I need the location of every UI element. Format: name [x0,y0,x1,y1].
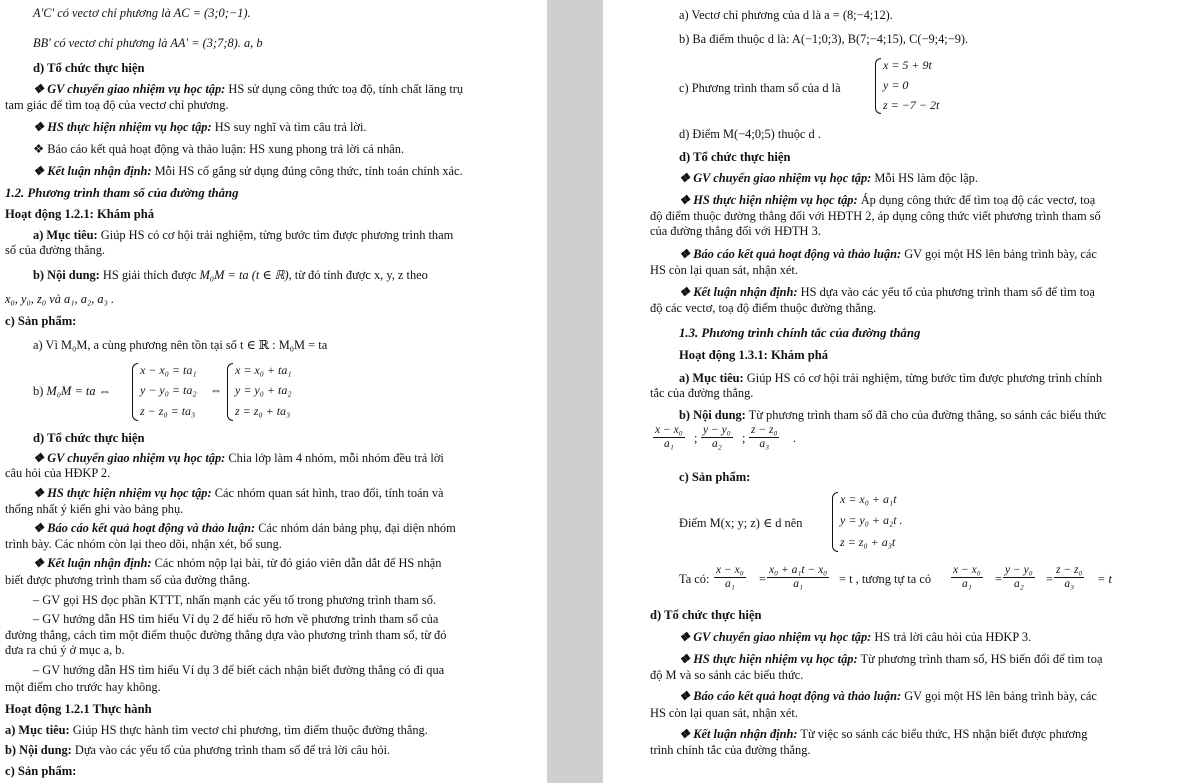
section-heading: d) Tổ chức thực hiện [650,608,762,622]
paragraph: ❖ HS thực hiện nhiệm vụ học tập: Từ phương trình tham số, HS biến đổi để tìm toạ [679,652,1103,666]
paragraph: ❖ Báo cáo kết quả hoạt động và thảo luận: Các nhóm dán bảng phụ, đại diện nhóm [33,521,456,535]
paragraph-cont: trình bày. Các nhóm còn lại theo dõi, nhận xét, bổ sung. [5,537,282,551]
paragraph: a) Mục tiêu: Giúp HS có cơ hội trải nghiệm, từng bước tìm được phương trình chính [679,371,1103,385]
fraction: $\frac{\text{x − x₀}}{\text{a₁}}$ [655,424,683,450]
document-page-right [603,0,1191,783]
paragraph: ❖ GV chuyển giao nhiệm vụ học tập: Mỗi HS làm độc lập. [679,171,978,185]
brace [832,492,838,552]
brace [227,363,233,421]
math-text: = t , tương tự ta có [839,572,932,586]
paragraph-cont: câu hỏi của HĐKP 2. [5,466,111,480]
equation: y = 0 [883,78,909,92]
section-heading: c) Sản phẩm: [5,764,77,778]
section-heading: c) Sản phẩm: [679,470,751,484]
separator: ; [694,431,698,445]
separator: . [793,431,797,445]
paragraph-cont: đường thẳng, cách tìm một điểm thuộc đường thẳng dựa vào phương trình tham số, từ đó [5,628,447,642]
section-title: 1.3. Phương trình chính tắc của đường thẳng [679,326,921,340]
equals: = [759,572,766,586]
paragraph: ❖ Kết luận nhận định: Từ việc so sánh các biểu thức, HS nhận biết được phương [679,727,1088,741]
paragraph: ❖ Báo cáo kết quả hoạt động và thảo luận: HS xung phong trả lời cá nhân. [33,142,405,156]
fraction: $\frac{\text{y − y₀}}{\text{a₂}}$ [1005,564,1033,590]
paragraph: a) Vectơ chỉ phương của d là a = (8;−4;12). [679,8,893,22]
paragraph: ❖ Báo cáo kết quả hoạt động và thảo luận: GV gọi một HS lên bảng trình bày, các [679,689,1097,703]
section-title: 1.2. Phương trình tham số của đường thẳng [5,186,239,200]
paragraph: a) Mục tiêu: Giúp HS có cơ hội trải nghiệm, từng bước tìm được phương trình tham [33,228,454,242]
paragraph-cont: biết được phương trình tham số của đường thẳng. [5,573,251,587]
equation-system [875,56,975,116]
equation: x = x₀ + a₁t [840,492,897,506]
paragraph: b) Ba điểm thuộc d là: A(−1;0;3), B(7;−4;15), C(−9;4;−9). [679,32,969,46]
paragraph-cont: một điểm cho trước hay không. [5,680,161,694]
fraction: $\frac{\text{x₀ + a₁t − x₀}}{\text{a₁}}$ [769,564,828,590]
paragraph: a) Mục tiêu: Giúp HS thực hành tìm vectơ chỉ phương, tìm điểm thuộc đường thẳng. [5,723,428,737]
equation: y − y₀ = ta₂ [140,383,197,397]
paragraph-cont: độ điểm thuộc đường thẳng đối với HĐTH 2, áp dụng công thức viết phương trình tham số [650,209,1101,223]
paragraph-cont: số của đường thẳng. [5,243,105,257]
equation: y = y₀ + a₂t . [840,513,903,527]
equation: x = 5 + 9t [883,58,932,72]
activity-heading: Hoạt động 1.2.1: Khám phá [5,207,155,221]
separator: ; [742,431,746,445]
equation: z = z₀ + a₃t [840,535,896,549]
section-heading: d) Tổ chức thực hiện [679,150,791,164]
paragraph-cont: độ các vectơ, toạ độ điểm thuộc đường thẳng. [650,301,877,315]
activity-heading: Hoạt động 1.2.1 Thực hành [5,702,152,716]
paragraph: ❖ Kết luận nhận định: Các nhóm nộp lại bài, từ đó giáo viên dẫn dắt để HS nhận [33,556,442,570]
text-line: A'C' có vectơ chỉ phương là AC = (3;0;−1). [33,6,251,20]
paragraph-cont: HS còn lại quan sát, nhận xét. [650,706,798,720]
paragraph-cont: HS còn lại quan sát, nhận xét. [650,263,798,277]
paragraph: – GV hướng dẫn HS tìm hiểu Ví dụ 3 để biết cách nhận biết đường thẳng có đi qua [33,663,445,677]
fraction: $\frac{\text{x − x₀}}{\text{a₁}}$ [953,564,981,590]
paragraph: b) Nội dung: Từ phương trình tham số đã cho của đường thẳng, so sánh các biểu thức [679,408,1107,422]
equation: z − z₀ = ta₃ [140,404,196,418]
paragraph: d) Điểm M(−4;0;5) thuộc d . [679,127,821,141]
activity-heading: Hoạt động 1.3.1: Khám phá [679,348,829,362]
paragraph: a) Vì M₀M, a cùng phương nên tồn tại số t ∈ ℝ : M₀M = ta [33,338,328,352]
section-heading: c) Sản phẩm: [5,314,77,328]
brace [875,58,881,114]
paragraph: ❖ Kết luận nhận định: HS dựa vào các yếu tố của phương trình tham số để tìm toạ [679,285,1095,299]
paragraph: ❖ HS thực hiện nhiệm vụ học tập: Áp dụng công thức để tìm toạ độ các vectơ, toạ [679,193,1096,207]
paragraph-cont: đưa ra chú ý ở mục a, b. [5,643,125,657]
paragraph: ❖ GV chuyển giao nhiệm vụ học tập: HS sử dụng công thức toạ độ, tính chất lăng trụ [33,82,464,96]
fraction: $\frac{\text{z − z₀}}{\text{a₃}}$ [751,424,778,450]
paragraph-cont: thống nhất ý kiến ghi vào bảng phụ. [5,502,184,516]
document-page-left [0,0,547,783]
paragraph: b) Nội dung: Dựa vào các yếu tố của phương trình tham số để trả lời câu hỏi. [5,743,391,757]
text-line: BB' có vectơ chỉ phương là AA' = (3;7;8). a, b [33,36,263,50]
math-line: b) M₀M = ta ⇔ [33,384,112,398]
math-line: Điểm M(x; y; z) ∈ d nên [679,516,803,530]
fraction: $\frac{\text{y − y₀}}{\text{a₂}}$ [703,424,731,450]
equation: z = −7 − 2t [883,98,940,112]
equation: y = y₀ + ta₂ [235,383,292,397]
brace [132,363,138,421]
equation-system [832,490,942,554]
paragraph: – GV gọi HS đọc phần KTTT, nhấn mạnh các yếu tố trong phương trình tham số. [33,593,437,607]
equals: = [1046,572,1053,586]
paragraph: b) Nội dung: HS giải thích được M₀M = ta (t ∈ ℝ), từ đó tính được x, y, z theo [33,268,428,282]
paragraph: ❖ HS thực hiện nhiệm vụ học tập: Các nhóm quan sát hình, trao đổi, tính toán và [33,486,444,500]
paragraph: ❖ GV chuyển giao nhiệm vụ học tập: HS trả lời câu hỏi của HĐKP 3. [679,630,1032,644]
paragraph-cont: tắc của đường thẳng. [650,386,754,400]
equation: x − x₀ = ta₁ [140,363,197,377]
paragraph: ❖ Báo cáo kết quả hoạt động và thảo luận: GV gọi một HS lên bảng trình bày, các [679,247,1097,261]
equation: z = z₀ + ta₃ [235,404,291,418]
paragraph-cont: tam giác để tìm toạ độ của vectơ chỉ phương. [5,98,229,112]
math-label: Ta có: [679,572,710,586]
paragraph-cont: trình chính tắc của đường thẳng. [650,743,811,757]
equals: = [995,572,1002,586]
paragraph-cont: độ M và so sánh các biểu thức. [650,668,804,682]
paragraph-cont: x₀, y₀, z₀ và a₁, a₂, a₃ . [5,292,115,306]
math-text: = t [1097,572,1112,586]
fraction: $\frac{\text{z − z₀}}{\text{a₃}}$ [1056,564,1083,590]
equation: x = x₀ + ta₁ [235,363,292,377]
equivalence: ⇔ [210,383,222,397]
paragraph-cont: của đường thẳng đối với HĐTH 3. [650,224,821,238]
paragraph: ❖ HS thực hiện nhiệm vụ học tập: HS suy nghĩ và tìm câu trả lời. [33,120,367,134]
paragraph: ❖ Kết luận nhận định: Mỗi HS cố gắng sử dụng đúng công thức, tính toán chính xác. [33,164,463,178]
equation-system [132,361,332,423]
section-heading: d) Tổ chức thực hiện [33,431,145,445]
paragraph: – GV hướng dẫn HS tìm hiểu Ví dụ 2 để hiểu rõ hơn về phương trình tham số của [33,612,439,626]
section-heading: d) Tổ chức thực hiện [33,61,145,75]
fraction: $\frac{\text{x − x₀}}{\text{a₁}}$ [716,564,744,590]
paragraph: c) Phương trình tham số của d là [679,81,841,95]
paragraph: ❖ GV chuyển giao nhiệm vụ học tập: Chia lớp làm 4 nhóm, mỗi nhóm đều trả lời [33,451,444,465]
